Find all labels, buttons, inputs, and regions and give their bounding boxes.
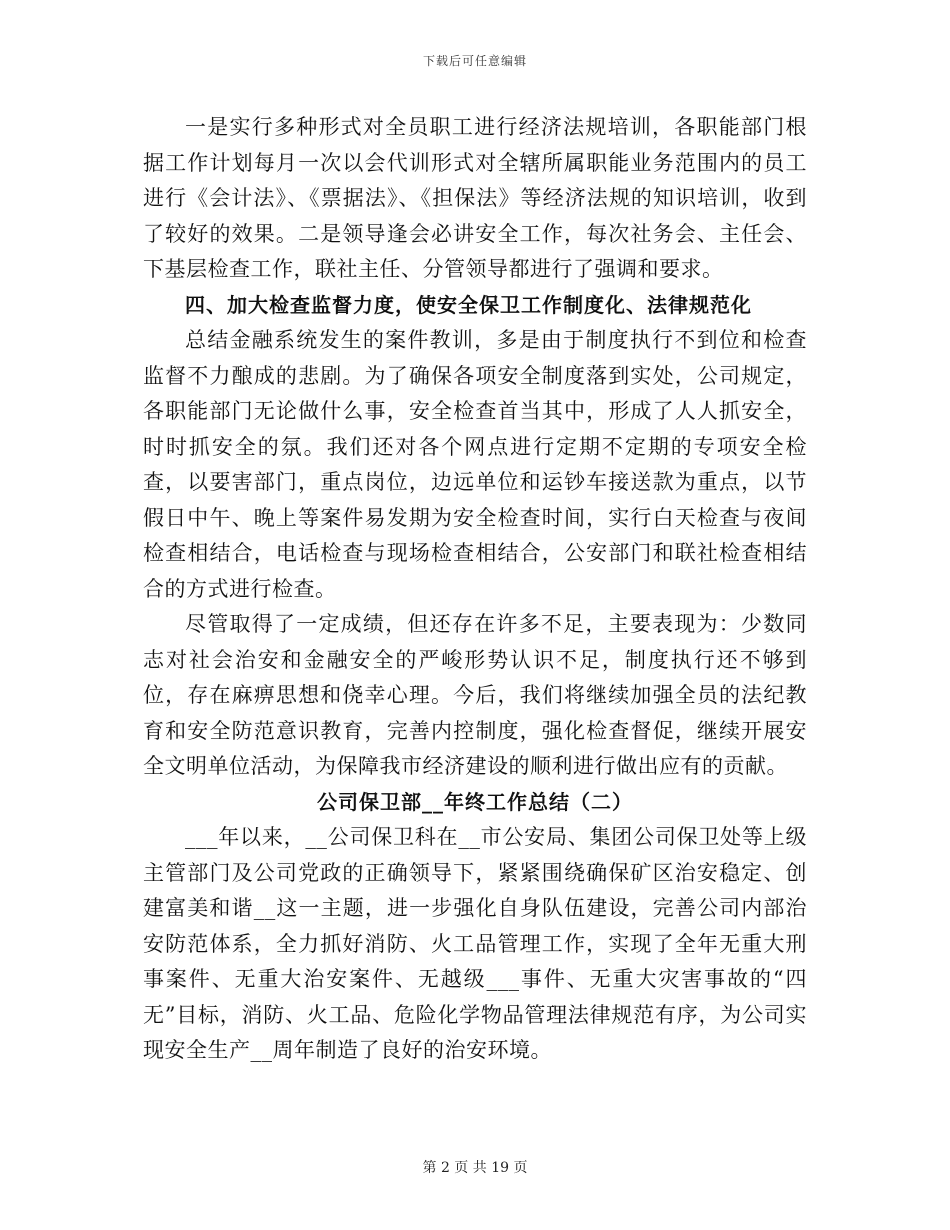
- paragraph-training: 一是实行多种形式对全员职工进行经济法规培训，各职能部门根据工作计划每月一次以会代训形式对全辖所属职能业务范围内的员工进行《会计法》、《票据法》、《担保法》等经济法规的知识培训，收到了较好的效果。二是领导逢会必讲安全工作，每次社务会、主任会、下基层检查工作，联社主任、分管领导都进行了强调和要求。: [143, 115, 807, 281]
- document-body: [143, 110, 807, 1069]
- page-number: 第 2 页 共 19 页: [422, 1160, 528, 1176]
- document-title-two: 公司保卫部__年终工作总结（二）: [317, 789, 633, 814]
- section-heading-four: 四、加大检查监督力度，使安全保卫工作制度化、法律规范化: [185, 292, 752, 317]
- paragraph-inspection: 总结金融系统发生的案件教训，多是由于制度执行不到位和检查监督不力酿成的悲剧。为了确保各项安全制度落到实处，公司规定，各职能部门无论做什么事，安全检查首当其中，形成了人人抓安全，时时抓安全的氛。我们还对各个网点进行定期不定期的专项安全检查，以要害部门，重点岗位，边远单位和运钞车接送款为重点，以节假日中午、晚上等案件易发期为安全检查时间，实行白天检查与夜间检查相结合，电话检查与现场检查相结合，公安部门和联社检查相结合的方式进行检查。: [143, 328, 807, 601]
- paragraph-shortcomings: 尽管取得了一定成绩，但还存在许多不足，主要表现为：少数同志对社会治安和金融安全的严峻形势认识不足，制度执行还不够到位，存在麻痹思想和侥幸心理。今后，我们将继续加强全员的法纪教育和安全防范意识教育，完善内控制度，强化检查督促，继续开展安全文明单位活动，为保障我市经济建设的顺利进行做出应有的贡献。: [143, 612, 807, 778]
- paragraph-security-summary: ___年以来，__公司保卫科在__市公安局、集团公司保卫处等上级主管部门及公司党政的正确领导下，紧紧围绕确保矿区治安稳定、创建富美和谐__这一主题，进一步强化自身队伍建设，完善公司内部治安防范体系，全力抓好消防、火工品管理工作，实现了全年无重大刑事案件、无重大治安案件、无越级___事件、无重大灾害事故的“四无”目标，消防、火工品、危险化学物品管理法律规范有序，为公司实现安全生产__周年制造了良好的治安环境。: [143, 825, 807, 1062]
- header-note: 下载后可任意编辑: [422, 54, 527, 68]
